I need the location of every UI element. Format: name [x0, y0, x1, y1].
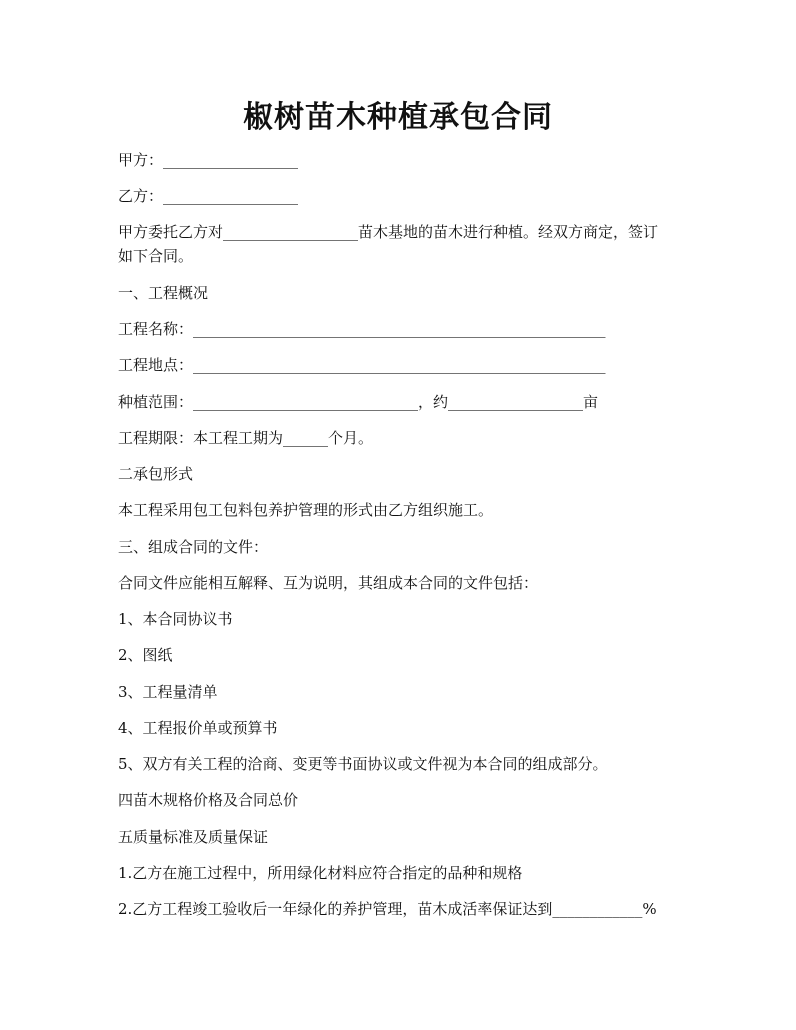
quality-item-2: 2.乙方工程竣工验收后一年绿化的养护管理，苗木成活率保证达到____________% — [118, 900, 657, 918]
party-b-line: 乙方：__________________ — [118, 187, 299, 205]
party-a-line: 甲方：__________________ — [118, 151, 299, 169]
doc-list-item: 3、工程量清单 — [118, 683, 218, 701]
quality-item-1: 1.乙方在施工过程中，所用绿化材料应符合指定的品种和规格 — [118, 864, 523, 882]
section-5-heading: 五质量标准及质量保证 — [118, 828, 269, 846]
document-title: 椒树苗木种植承包合同 — [243, 100, 553, 135]
section-1-heading: 一、工程概况 — [118, 284, 209, 302]
project-period-line: 工程期限：本工程工期为______个月。 — [118, 429, 374, 447]
project-name-line: 工程名称：_______________________________________________________ — [118, 320, 606, 338]
intro-line-2: 如下合同。 — [118, 247, 194, 265]
doc-list-item: 4、工程报价单或预算书 — [118, 719, 278, 737]
doc-list-item: 5、双方有关工程的洽商、变更等书面协议或文件视为本合同的组成部分。 — [118, 755, 608, 773]
section-2-heading: 二承包形式 — [118, 465, 194, 483]
planting-scope-line: 种植范围：______________________________，约__________________亩 — [118, 393, 599, 411]
doc-list-item: 1、本合同协议书 — [118, 610, 233, 628]
project-location-line: 工程地点：_______________________________________________________ — [118, 356, 606, 374]
section-3-text: 合同文件应能相互解释、互为说明，其组成本合同的文件包括： — [118, 574, 539, 592]
intro-line-1: 甲方委托乙方对__________________苗木基地的苗木进行种植。经双方商定，签订 — [118, 223, 659, 241]
doc-list-item: 2、图纸 — [118, 646, 173, 664]
section-4-heading: 四苗木规格价格及合同总价 — [118, 791, 299, 809]
section-3-heading: 三、组成合同的文件： — [118, 538, 269, 556]
section-2-text: 本工程采用包工包料包养护管理的形式由乙方组织施工。 — [118, 501, 494, 519]
